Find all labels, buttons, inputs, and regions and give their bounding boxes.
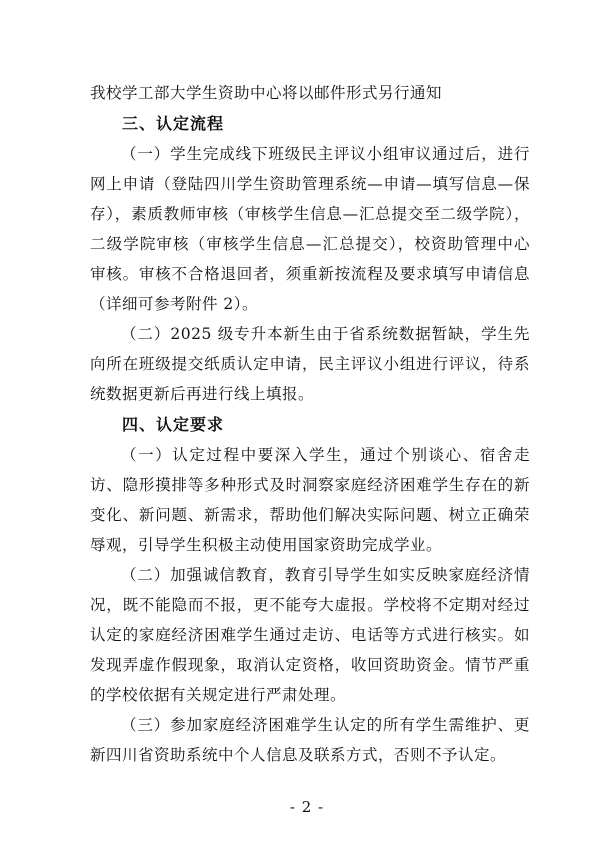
paragraph: （三）参加家庭经济困难学生认定的所有学生需维护、更新四川省资助系统中个人信息及联系方式，否则不予认定。	[90, 716, 530, 764]
paragraph: （一）认定过程中要深入学生，通过个别谈心、宿舍走访、隐形摸排等多种形式及时洞察家庭经济困难学生存在的新变化、新问题、新需求，帮助他们解决实际问题、树立正确荣辱观，引导学生积极主动使用国家资助完成学业。	[90, 446, 530, 554]
intro-line: 我校学工部大学生资助中心将以邮件形式另行通知	[90, 84, 443, 102]
section-heading-requirements: 四、认定要求	[122, 415, 225, 434]
section-heading-process: 三、认定流程	[122, 114, 225, 133]
paragraph: （二）加强诚信教育，教育引导学生如实反映家庭经济情况，既不能隐而不报，更不能夸大虚报。学校将不定期对经过认定的家庭经济困难学生通过走访、电话等方式进行核实。如发现弄虚作假现象，取消认定资格，收回资助资金。情节严重的学校依据有关规定进行严肃处理。	[90, 566, 530, 704]
document-body	[90, 78, 530, 770]
paragraph: （一）学生完成线下班级民主评议小组审议通过后，进行网上申请（登陆四川学生资助管理系统—申请—填写信息—保存），素质教师审核（审核学生信息—汇总提交至二级学院），二级学院审核（审核学生信息—汇总提交），校资助管理中心审核。审核不合格退回者，须重新按流程及要求填写申请信息（详细可参考附件 2）。	[90, 145, 530, 313]
page-number: - 2 -	[289, 798, 325, 816]
paragraph: （二）2025 级专升本新生由于省系统数据暂缺，学生先向所在班级提交纸质认定申请，民主评议小组进行评议，待系统数据更新后再进行线上填报。	[90, 325, 530, 403]
